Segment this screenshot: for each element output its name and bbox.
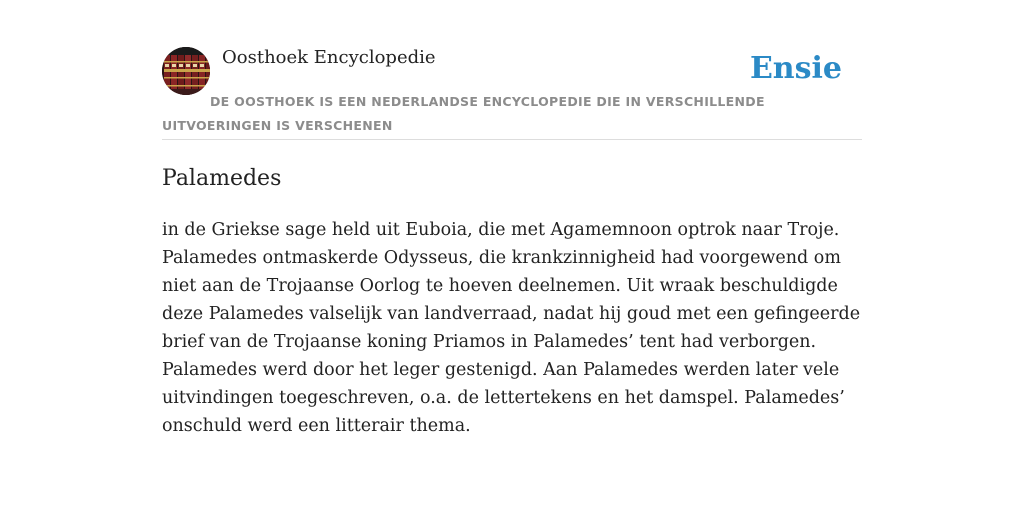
entry-body: in de Griekse sage held uit Euboia, die met Agamemnoon optrok naar Troje. Palamedes ontmaskerde Odysseus, die krankzinnigheid had voorgewend om niet aan de Trojaanse Oorlog te hoeven deelnemen. Uit wraak beschuldigde deze Palamedes valselijk van landverraad, nadat hij goud met een gefingeerde brief van de Trojaanse koning Priamos in Palamedes’ tent had verborgen. Palamedes werd door het leger gestenigd. Aan Palamedes werden later vele uitvindingen toegeschreven, o.a. de lettertekens en het damspel. Palamedes’ onschuld werd een litterair thema. [162, 220, 861, 436]
source-description: DE OOSTHOEK IS EEN NEDERLANDSE ENCYCLOPEDIE DIE IN VERSCHILLENDE UITVOERINGEN IS VERSCHENEN [162, 94, 765, 133]
brand-logo[interactable]: Ensie [749, 51, 842, 86]
encyclopedia-books-icon [162, 47, 210, 95]
source-title[interactable]: Oosthoek Encyclopedie [222, 47, 436, 68]
entry-title: Palamedes [162, 166, 282, 191]
entry-card [162, 0, 862, 512]
source-avatar[interactable] [162, 47, 210, 95]
divider [162, 139, 862, 140]
